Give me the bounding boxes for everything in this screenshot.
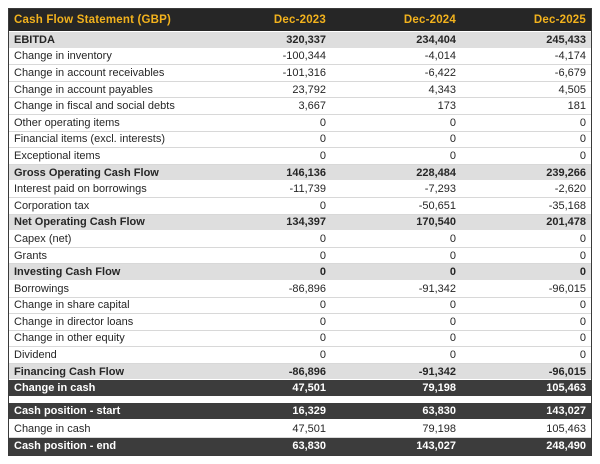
row-value-dec-2023: 0 (319, 249, 326, 262)
row-value-dec-2025: 0 (579, 249, 586, 262)
row-value-dec-2023: 0 (319, 299, 326, 312)
row-label: Change in other equity (14, 332, 125, 345)
row-label: Change in cash (14, 382, 96, 395)
row-label: EBITDA (14, 33, 55, 46)
row-label: Change in director loans (14, 315, 134, 328)
row-value-dec-2024: 0 (449, 266, 456, 279)
row-value-dec-2024: 234,404 (416, 33, 456, 46)
table-row (9, 132, 591, 149)
row-value-dec-2024: -7,293 (424, 183, 456, 196)
table-row (9, 98, 591, 115)
row-value-dec-2023: 47,501 (292, 382, 326, 395)
row-value-dec-2025: 239,266 (546, 166, 586, 179)
row-label: Change in account receivables (14, 66, 165, 79)
row-value-dec-2025: 0 (579, 116, 586, 129)
table-row (9, 65, 591, 82)
row-value-dec-2024: 143,027 (416, 440, 456, 453)
row-label: Gross Operating Cash Flow (14, 166, 159, 179)
row-value-dec-2024: 0 (449, 149, 456, 162)
row-value-dec-2023: 0 (319, 349, 326, 362)
row-value-dec-2025: 143,027 (546, 405, 586, 418)
row-label: Change in account payables (14, 83, 153, 96)
row-value-dec-2025: 0 (579, 349, 586, 362)
row-value-dec-2024: 79,198 (422, 422, 456, 435)
table-row (9, 231, 591, 248)
row-value-dec-2023: 0 (319, 232, 326, 245)
row-value-dec-2024: 4,343 (428, 83, 456, 96)
row-value-dec-2023: -11,739 (289, 183, 326, 196)
row-value-dec-2024: 0 (449, 332, 456, 345)
row-value-dec-2024: 79,198 (422, 382, 456, 395)
row-label: Other operating items (14, 116, 120, 129)
row-value-dec-2024: -6,422 (424, 66, 456, 79)
row-value-dec-2025: 201,478 (546, 216, 586, 229)
table-row (9, 364, 591, 381)
table-row (9, 32, 591, 49)
row-value-dec-2024: 0 (449, 116, 456, 129)
table-row (9, 82, 591, 99)
table-row (9, 314, 591, 331)
row-value-dec-2023: 47,501 (292, 422, 326, 435)
table-row (9, 248, 591, 265)
table-row (9, 331, 591, 348)
row-value-dec-2024: -91,342 (418, 365, 456, 378)
row-value-dec-2025: 245,433 (546, 33, 586, 46)
row-value-dec-2024: 228,484 (416, 166, 456, 179)
row-value-dec-2023: -101,316 (282, 66, 326, 79)
row-label: Cash position - end (14, 440, 117, 453)
row-value-dec-2024: 0 (449, 299, 456, 312)
row-value-dec-2025: 248,490 (546, 440, 586, 453)
row-label: Change in cash (14, 422, 91, 435)
row-value-dec-2023: -86,896 (288, 365, 326, 378)
row-value-dec-2024: 0 (449, 315, 456, 328)
column-header-dec-2024: Dec-2024 (403, 14, 456, 26)
table-row (9, 264, 591, 281)
row-label: Change in fiscal and social debts (14, 100, 175, 113)
row-value-dec-2023: 3,667 (298, 100, 326, 113)
table-row (9, 438, 591, 455)
row-value-dec-2024: 173 (437, 100, 456, 113)
row-value-dec-2025: 0 (579, 266, 586, 279)
row-value-dec-2025: 181 (567, 100, 586, 113)
table-row (9, 181, 591, 198)
row-value-dec-2023: 0 (319, 199, 326, 212)
row-value-dec-2025: -4,174 (554, 50, 586, 63)
table-title: Cash Flow Statement (GBP) (14, 14, 172, 26)
table-row (9, 298, 591, 315)
row-label: Change in inventory (14, 50, 112, 63)
table-header-row (9, 9, 591, 32)
row-value-dec-2023: 320,337 (286, 33, 326, 46)
row-label: Exceptional items (14, 149, 101, 162)
row-value-dec-2025: 0 (579, 149, 586, 162)
row-value-dec-2023: 0 (319, 315, 326, 328)
row-value-dec-2025: 0 (579, 299, 586, 312)
row-value-dec-2023: 16,329 (292, 405, 326, 418)
row-label: Cash position - start (14, 405, 121, 418)
row-value-dec-2024: 0 (449, 249, 456, 262)
row-value-dec-2025: 0 (579, 315, 586, 328)
row-value-dec-2025: -96,015 (548, 365, 586, 378)
table-row (9, 215, 591, 232)
table-row (9, 281, 591, 298)
row-label: Net Operating Cash Flow (14, 216, 145, 229)
table-row (9, 49, 591, 66)
row-value-dec-2023: -100,344 (282, 50, 326, 63)
row-value-dec-2025: 4,505 (558, 83, 586, 96)
table-row (9, 165, 591, 182)
main-rows-section (9, 32, 591, 397)
row-label: Capex (net) (14, 232, 72, 245)
row-value-dec-2024: 0 (449, 232, 456, 245)
row-value-dec-2025: -35,168 (548, 199, 586, 212)
row-value-dec-2025: 105,463 (546, 422, 586, 435)
row-label: Interest paid on borrowings (14, 183, 147, 196)
row-value-dec-2025: -2,620 (554, 183, 586, 196)
table-row (9, 148, 591, 165)
table-row (9, 380, 591, 397)
row-label: Financing Cash Flow (14, 365, 125, 378)
table-row (9, 347, 591, 364)
row-value-dec-2024: 0 (449, 349, 456, 362)
row-label: Investing Cash Flow (14, 266, 121, 279)
table-row (9, 420, 591, 437)
table-row (9, 115, 591, 132)
row-label: Dividend (14, 349, 57, 362)
row-value-dec-2025: 0 (579, 332, 586, 345)
row-value-dec-2023: -86,896 (288, 282, 326, 295)
row-label: Financial items (excl. interests) (14, 133, 165, 146)
row-label: Change in share capital (14, 299, 130, 312)
row-value-dec-2025: -96,015 (548, 282, 586, 295)
row-value-dec-2023: 63,830 (292, 440, 326, 453)
row-value-dec-2024: -4,014 (424, 50, 456, 63)
row-label: Corporation tax (14, 199, 90, 212)
row-value-dec-2023: 0 (319, 133, 326, 146)
row-value-dec-2025: 0 (579, 133, 586, 146)
row-value-dec-2025: -6,679 (554, 66, 586, 79)
row-value-dec-2024: -91,342 (418, 282, 456, 295)
row-value-dec-2024: 0 (449, 133, 456, 146)
row-value-dec-2024: 63,830 (422, 405, 456, 418)
row-value-dec-2023: 0 (319, 116, 326, 129)
row-value-dec-2025: 0 (579, 232, 586, 245)
row-value-dec-2023: 0 (319, 266, 326, 279)
row-value-dec-2023: 146,136 (286, 166, 326, 179)
column-header-dec-2023: Dec-2023 (273, 14, 326, 26)
row-label: Borrowings (14, 282, 70, 295)
row-label: Grants (14, 249, 48, 262)
row-value-dec-2023: 0 (319, 149, 326, 162)
row-value-dec-2023: 0 (319, 332, 326, 345)
row-value-dec-2025: 105,463 (546, 382, 586, 395)
cash-position-section (9, 403, 591, 455)
cash-flow-statement-table (8, 8, 592, 456)
row-value-dec-2024: -50,651 (418, 199, 456, 212)
table-row (9, 198, 591, 215)
row-value-dec-2023: 134,397 (286, 216, 326, 229)
column-header-dec-2025: Dec-2025 (533, 14, 586, 26)
table-row (9, 403, 591, 420)
row-value-dec-2024: 170,540 (416, 216, 456, 229)
row-value-dec-2023: 23,792 (292, 83, 326, 96)
